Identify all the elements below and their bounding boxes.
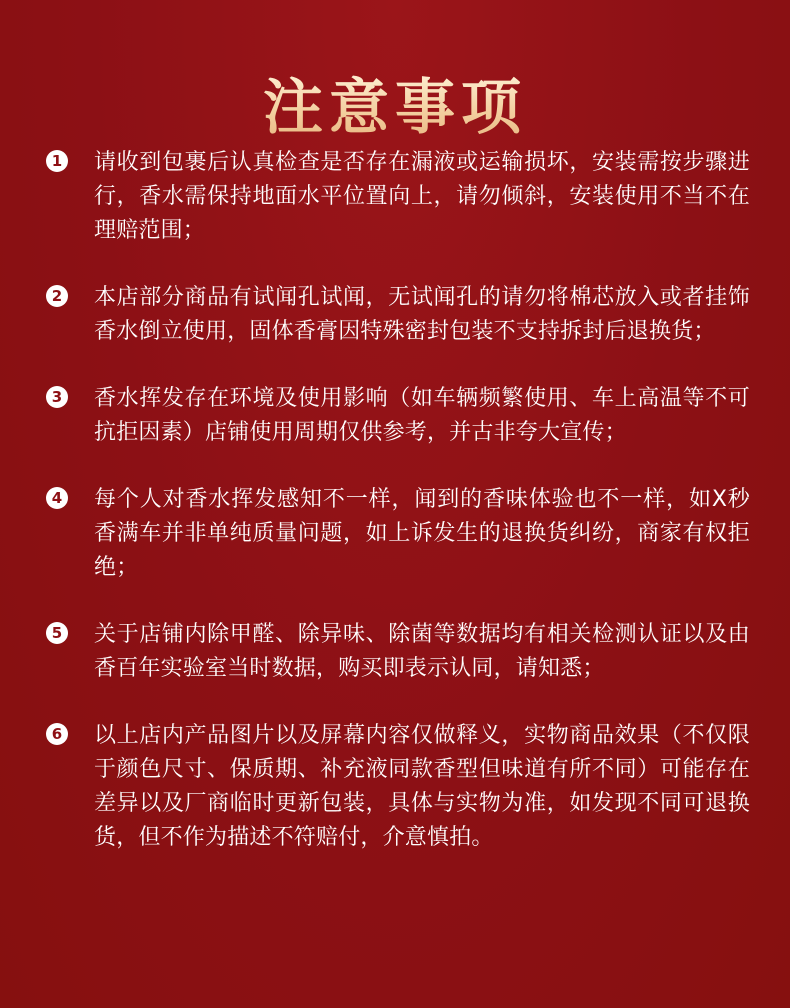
number-badge: 1 xyxy=(46,150,68,172)
item-text: 请收到包裹后认真检查是否存在漏液或运输损坏，安装需按步骤进行，香水需保持地面水平位置向上，请勿倾斜，安装使用不当不在理赔范围； xyxy=(94,150,750,243)
list-item xyxy=(44,281,750,349)
item-text: 关于店铺内除甲醛、除异味、除菌等数据均有相关检测认证以及由香百年实验室当时数据，购买即表示认同，请知悉； xyxy=(94,622,750,681)
number-badge: 6 xyxy=(46,723,68,745)
item-text: 以上店内产品图片以及屏幕内容仅做释义，实物商品效果（不仅限于颜色尺寸、保质期、补充液同款香型但味道有所不同）可能存在差异以及厂商临时更新包装，具体与实物为准，如发现不同可退换货，但不作为描述不符赔付，介意慎拍。 xyxy=(94,723,750,850)
number-badge: 2 xyxy=(46,285,68,307)
list-item xyxy=(44,146,750,248)
item-text: 香水挥发存在环境及使用影响（如车辆频繁使用、车上高温等不可抗拒因素）店铺使用周期仅供参考，并古非夸大宣传； xyxy=(94,386,750,445)
list-item xyxy=(44,719,750,855)
notice-list xyxy=(44,146,750,888)
number-badge: 4 xyxy=(46,487,68,509)
item-text: 每个人对香水挥发感知不一样，闻到的香味体验也不一样，如X秒香满车并非单纯质量问题，如上诉发生的退换货纠纷，商家有权拒绝； xyxy=(94,487,750,580)
list-item xyxy=(44,382,750,450)
page-title: 注意事项 xyxy=(0,68,790,148)
number-badge: 3 xyxy=(46,386,68,408)
list-item xyxy=(44,618,750,686)
item-text: 本店部分商品有试闻孔试闻，无试闻孔的请勿将棉芯放入或者挂饰香水倒立使用，固体香膏因特殊密封包装不支持拆封后退换货； xyxy=(94,285,750,344)
number-badge: 5 xyxy=(46,622,68,644)
list-item xyxy=(44,483,750,585)
